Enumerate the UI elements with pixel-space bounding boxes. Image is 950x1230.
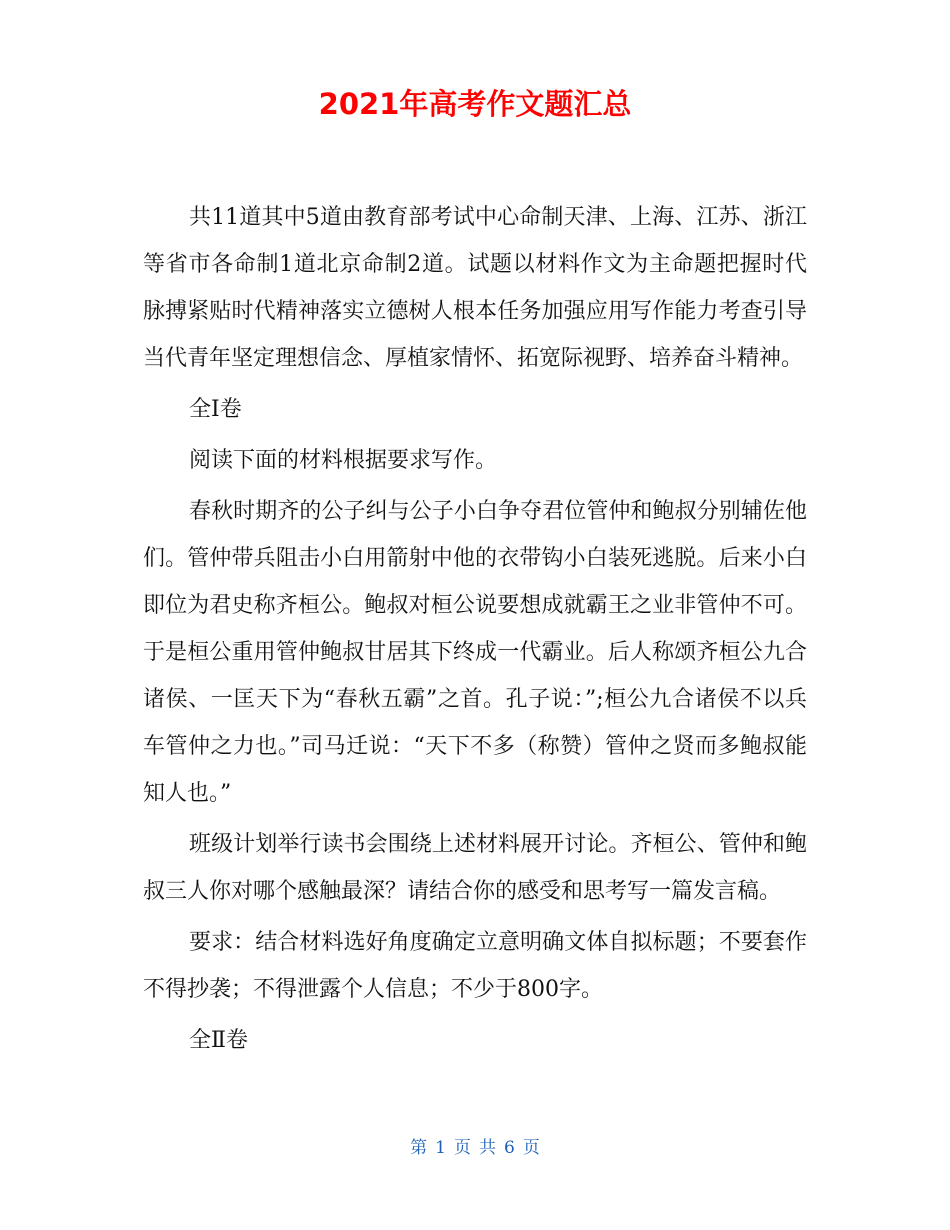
- footer-prefix: 第: [410, 1138, 428, 1158]
- paragraph-section-heading-2: 全Ⅱ卷: [189, 1028, 248, 1053]
- footer-current-page: 1: [435, 1138, 446, 1158]
- paragraph-intro: 共11道其中5道由教育部考试中心命制天津、上海、江苏、浙江等省市各命制1道北京命制2道。试题以材料作文为主命题把握时代脉搏紧贴时代精神落实立德树人根本任务加强应用写作能力考查引导当代青年坚定理想信念、厚植家情怀、拓宽际视野、培养奋斗精神。: [143, 205, 807, 371]
- paragraph-instruction: 阅读下面的材料根据要求写作。: [189, 448, 498, 473]
- page-footer: [0, 1133, 950, 1158]
- paragraph-task: 班级计划举行读书会围绕上述材料展开讨论。齐桓公、管仲和鲍叔三人你对哪个感触最深？请结合你的感受和思考写一篇发言稿。: [143, 832, 807, 904]
- paragraph-material: 春秋时期齐的公子纠与公子小白争夺君位管仲和鲍叔分别辅佐他们。管仲带兵阻击小白用箭射中他的衣带钩小白装死逃脱。后来小白即位为君史称齐桓公。鲍叔对桓公说要想成就霸王之业非管仲不可。于是桓公重用管仲鲍叔甘居其下终成一代霸业。后人称颂齐桓公九合诸侯、一匡天下为“春秋五霸”之首。孔子说：”;桓公九合诸侯不以兵车管仲之力也。”司马迁说：“天下不多（称赞）管仲之贤而多鲍叔能知人也。”: [143, 499, 807, 806]
- footer-total-label: 共: [479, 1138, 496, 1158]
- footer-suffix: 页: [522, 1138, 540, 1158]
- paragraph-section-heading-1: 全Ⅰ卷: [189, 397, 242, 422]
- footer-total-pages: 6: [504, 1138, 515, 1158]
- footer-page-label: 页: [454, 1138, 471, 1158]
- paragraph-requirements: 要求：结合材料选好角度确定立意明确文体自拟标题；不要套作不得抄袭；不得泄露个人信息；不少于800字。: [143, 930, 807, 1002]
- document-title: 2021年高考作文题汇总: [318, 87, 632, 121]
- document-body: [143, 194, 807, 1068]
